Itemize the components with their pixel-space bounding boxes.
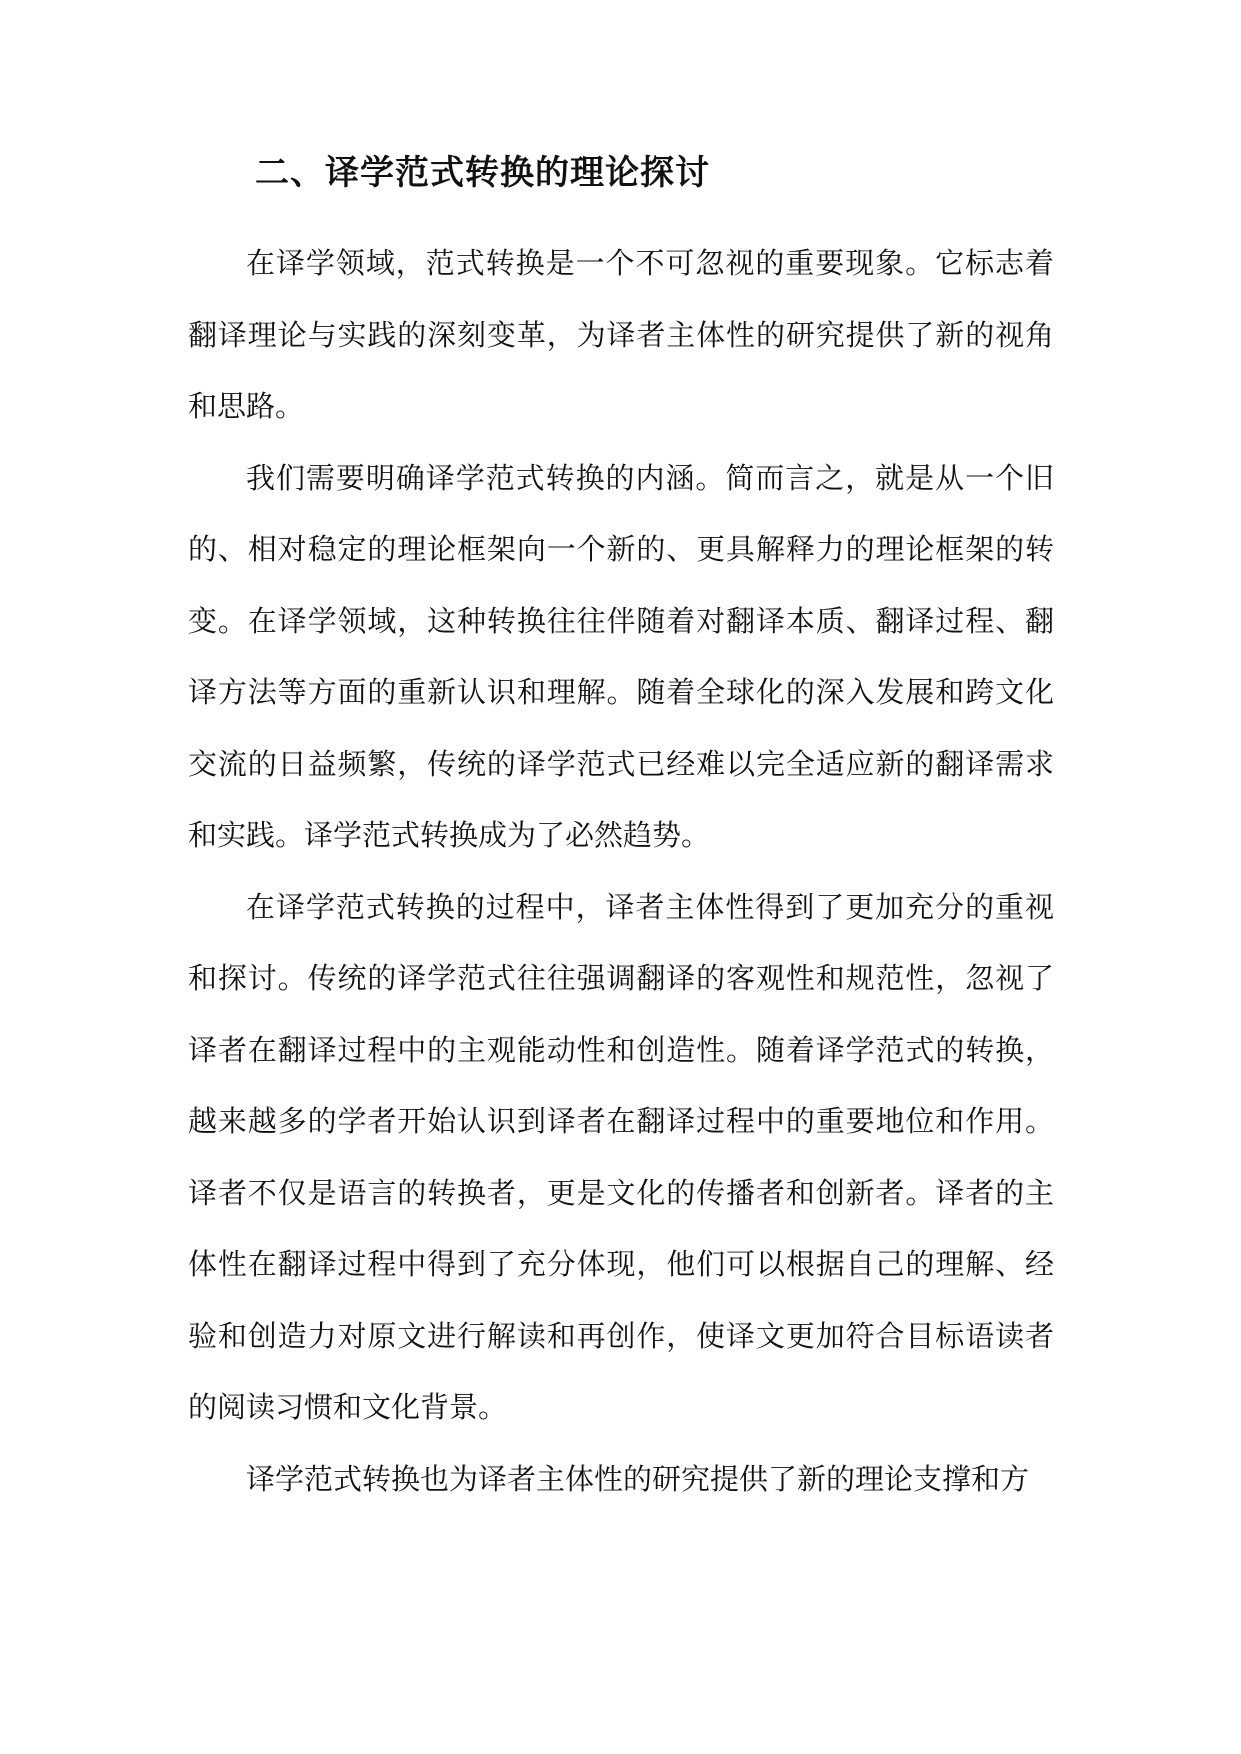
section-heading: 二、译学范式转换的理论探讨 (255, 153, 710, 193)
paragraph-1: 在译学领域，范式转换是一个不可忽视的重要现象。它标志着翻译理论与实践的深刻变革，为译者主体性的研究提供了新的视角和思路。 (188, 246, 1054, 423)
paragraph-4: 译学范式转换也为译者主体性的研究提供了新的理论支撑和方 (246, 1461, 1030, 1496)
paragraph-2: 我们需要明确译学范式转换的内涵。简而言之，就是从一个旧的、相对稳定的理论框架向一个新的、更具解释力的理论框架的转变。在译学领域，这种转换往往伴随着对翻译本质、翻译过程、翻译方法等方面的重新认识和理解。随着全球化的深入发展和跨文化交流的日益频繁，传统的译学范式已经难以完全适应新的翻译需求和实践。译学范式转换成为了必然趋势。 (188, 460, 1054, 852)
paragraph-3: 在译学范式转换的过程中，译者主体性得到了更加充分的重视和探讨。传统的译学范式往往强调翻译的客观性和规范性，忽视了译者在翻译过程中的主观能动性和创造性。随着译学范式的转换，越来越多的学者开始认识到译者在翻译过程中的重要地位和作用。译者不仅是语言的转换者，更是文化的传播者和创新者。译者的主体性在翻译过程中得到了充分体现，他们可以根据自己的理解、经验和创造力对原文进行解读和再创作，使译文更加符合目标语读者的阅读习惯和文化背景。 (188, 889, 1054, 1424)
body-text (188, 228, 1054, 1515)
